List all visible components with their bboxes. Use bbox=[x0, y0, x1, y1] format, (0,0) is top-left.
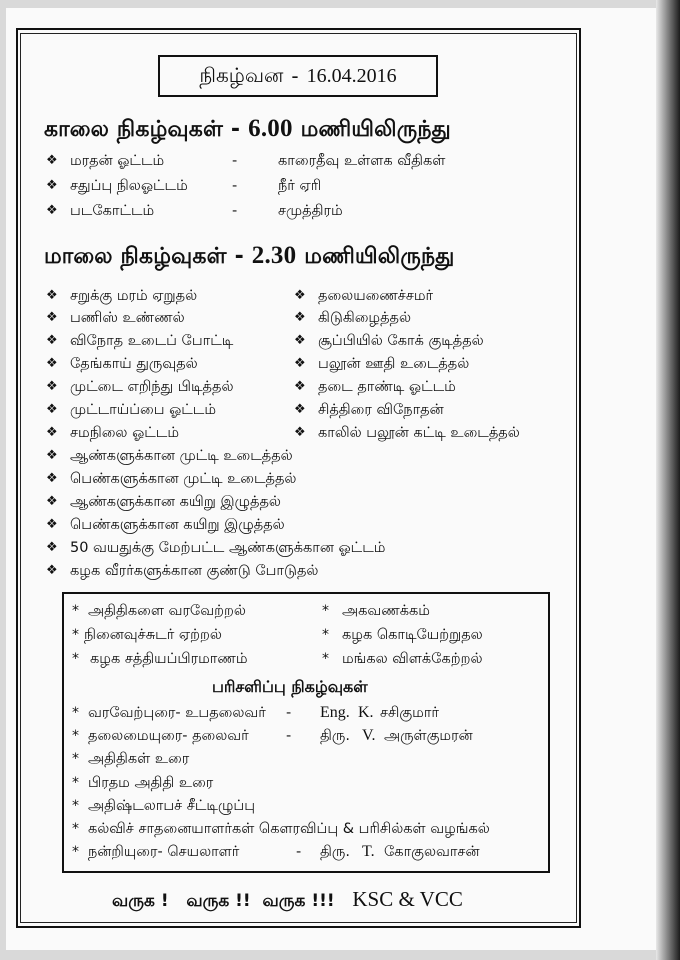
evening-heading bbox=[44, 242, 455, 272]
welcome-2: வருக !! bbox=[186, 891, 251, 911]
ceremony-item: கழக கொடியேற்றுதல bbox=[342, 627, 483, 643]
event-name: கழக வீரர்களுக்கான குண்டு போடுதல் bbox=[70, 563, 319, 579]
dash: - bbox=[232, 178, 238, 194]
event-name: படகோட்டம் bbox=[70, 203, 155, 219]
event-name: முட்டை எறிந்து பிடித்தல் bbox=[70, 379, 234, 395]
diamond-bullet-icon: ❖ bbox=[46, 425, 58, 440]
event-name: விநோத உடைப் போட்டி bbox=[70, 333, 234, 349]
evening-heading-time: 2.30 bbox=[251, 242, 297, 269]
event-name: ஆண்களுக்கான கயிறு இழுத்தல் bbox=[70, 494, 281, 510]
event-place: சமுத்திரம் bbox=[278, 203, 343, 219]
diamond-bullet-icon: ❖ bbox=[46, 517, 58, 532]
diamond-bullet-icon: ❖ bbox=[294, 356, 306, 371]
diamond-bullet-icon: ❖ bbox=[46, 333, 58, 348]
asterisk-bullet-icon: * bbox=[322, 603, 329, 619]
asterisk-bullet-icon: * bbox=[72, 844, 79, 860]
event-name: ஆண்களுக்கான முட்டி உடைத்தல் bbox=[70, 448, 293, 464]
person-title: திரு. bbox=[320, 844, 350, 860]
prize-item: வரவேற்புரை- உபதலைவர் bbox=[88, 705, 266, 721]
ceremony-item: அகவணக்கம் bbox=[342, 603, 430, 619]
event-name: காலில் பலூன் கட்டி உடைத்தல் bbox=[318, 425, 520, 441]
asterisk-bullet-icon: * bbox=[322, 651, 329, 667]
event-name: பெண்களுக்கான முட்டி உடைத்தல் bbox=[70, 471, 297, 487]
asterisk-bullet-icon: * bbox=[72, 798, 79, 814]
page-edge-shadow bbox=[656, 0, 680, 960]
diamond-bullet-icon: ❖ bbox=[46, 379, 58, 394]
event-name: தலையணைச்சமர் bbox=[318, 288, 434, 304]
asterisk-bullet-icon: * bbox=[72, 775, 79, 791]
person-initial: K. bbox=[358, 704, 374, 721]
event-name: பலூன் ஊதி உடைத்தல் bbox=[318, 356, 470, 372]
asterisk-bullet-icon: * bbox=[72, 751, 79, 767]
asterisk-bullet-icon: * bbox=[72, 627, 79, 643]
prize-heading: பரிசளிப்பு நிகழ்வுகள் bbox=[212, 677, 368, 696]
title-date: 16.04.2016 bbox=[306, 64, 397, 87]
diamond-bullet-icon: ❖ bbox=[294, 402, 306, 417]
prize-item: அதிஷ்டலாபச் சீட்டிழுப்பு bbox=[88, 798, 255, 814]
diamond-bullet-icon: ❖ bbox=[46, 402, 58, 417]
ceremony-item: மங்கல விளக்கேற்றல் bbox=[342, 651, 483, 667]
event-place: காரைதீவு உள்ளக வீதிகள் bbox=[278, 153, 446, 169]
footer-welcome bbox=[112, 887, 463, 913]
person-initial: T. bbox=[362, 843, 375, 860]
title-separator: - bbox=[291, 64, 299, 88]
diamond-bullet-icon: ❖ bbox=[46, 494, 58, 509]
morning-heading-suffix: மணியிலிருந்து bbox=[300, 117, 451, 142]
event-name: தடை தாண்டி ஓட்டம் bbox=[318, 379, 456, 395]
diamond-bullet-icon: ❖ bbox=[46, 153, 58, 168]
diamond-bullet-icon: ❖ bbox=[46, 310, 58, 325]
diamond-bullet-icon: ❖ bbox=[46, 563, 58, 578]
title-box bbox=[158, 55, 438, 97]
asterisk-bullet-icon: * bbox=[72, 651, 79, 667]
event-name: பணிஸ் உண்ணல் bbox=[70, 310, 185, 326]
event-name: சதுப்பு நிலஓட்டம் bbox=[70, 178, 188, 194]
diamond-bullet-icon: ❖ bbox=[294, 333, 306, 348]
prize-item: அதிதிகள் உரை bbox=[88, 751, 190, 767]
diamond-bullet-icon: ❖ bbox=[294, 310, 306, 325]
person-initial: V. bbox=[362, 727, 376, 744]
welcome-3: வருக !!! bbox=[262, 891, 335, 911]
diamond-bullet-icon: ❖ bbox=[46, 178, 58, 193]
diamond-bullet-icon: ❖ bbox=[46, 448, 58, 463]
event-name: சூப்பியில் கோக் குடித்தல் bbox=[318, 333, 484, 349]
event-name: 50 வயதுக்கு மேற்பட்ட ஆண்களுக்கான ஓட்டம் bbox=[70, 540, 386, 556]
diamond-bullet-icon: ❖ bbox=[294, 379, 306, 394]
welcome-1: வருக ! bbox=[112, 891, 169, 911]
prize-item: பிரதம அதிதி உரை bbox=[88, 775, 214, 791]
event-name: சறுக்கு மரம் ஏறுதல் bbox=[70, 288, 198, 304]
prize-item: கல்விச் சாதனையாளர்கள் கௌரவிப்பு & பரிசில்கள் வழங்கல் bbox=[88, 821, 490, 837]
diamond-bullet-icon: ❖ bbox=[46, 203, 58, 218]
asterisk-bullet-icon: * bbox=[72, 705, 79, 721]
diamond-bullet-icon: ❖ bbox=[46, 288, 58, 303]
ceremony-item: நினைவுச்சுடர் ஏற்றல் bbox=[84, 627, 222, 643]
event-name: பெண்களுக்கான கயிறு இழுத்தல் bbox=[70, 517, 285, 533]
dash: - bbox=[232, 203, 238, 219]
event-name: சித்திரை விநோதன் bbox=[318, 402, 444, 418]
person-name: கோகுலவாசன் bbox=[384, 844, 480, 860]
person-title: Eng. bbox=[320, 704, 350, 721]
organizers: KSC & VCC bbox=[352, 887, 463, 911]
event-name: தேங்காய் துருவுதல் bbox=[70, 356, 198, 372]
diamond-bullet-icon: ❖ bbox=[294, 425, 306, 440]
diamond-bullet-icon: ❖ bbox=[294, 288, 306, 303]
evening-heading-text: மாலை நிகழ்வுகள் - bbox=[44, 244, 244, 269]
morning-heading-time: 6.00 bbox=[248, 115, 293, 142]
prize-item: நன்றியுரை- செயலாளர் bbox=[88, 844, 240, 860]
prize-item: தலைமையுரை- தலைவர் bbox=[88, 728, 249, 744]
morning-heading bbox=[44, 115, 451, 145]
event-place: நீர் ஏரி bbox=[278, 178, 322, 194]
event-name: கிடுகிழைத்தல் bbox=[318, 310, 412, 326]
asterisk-bullet-icon: * bbox=[322, 627, 329, 643]
dash: - bbox=[296, 844, 302, 860]
diamond-bullet-icon: ❖ bbox=[46, 471, 58, 486]
person-name: அருள்குமரன் bbox=[384, 728, 473, 744]
event-name: சமநிலை ஓட்டம் bbox=[70, 425, 179, 441]
diamond-bullet-icon: ❖ bbox=[46, 540, 58, 555]
asterisk-bullet-icon: * bbox=[72, 821, 79, 837]
event-name: முட்டாய்ப்பை ஓட்டம் bbox=[70, 402, 217, 418]
dash: - bbox=[286, 705, 292, 721]
asterisk-bullet-icon: * bbox=[72, 603, 79, 619]
dash: - bbox=[232, 153, 238, 169]
ceremony-item: அதிதிகளை வரவேற்றல் bbox=[88, 603, 246, 619]
dash: - bbox=[286, 728, 292, 744]
event-name: மரதன் ஓட்டம் bbox=[70, 153, 165, 169]
evening-heading-suffix: மணியிலிருந்து bbox=[304, 244, 455, 269]
person-title: திரு. bbox=[320, 728, 350, 744]
diamond-bullet-icon: ❖ bbox=[46, 356, 58, 371]
person-name: சசிகுமார் bbox=[380, 705, 440, 721]
ceremony-item: கழக சத்தியப்பிரமாணம் bbox=[90, 651, 248, 667]
morning-heading-text: காலை நிகழ்வுகள் - bbox=[44, 117, 241, 142]
asterisk-bullet-icon: * bbox=[72, 728, 79, 744]
title-label: நிகழ்வன bbox=[199, 62, 284, 87]
